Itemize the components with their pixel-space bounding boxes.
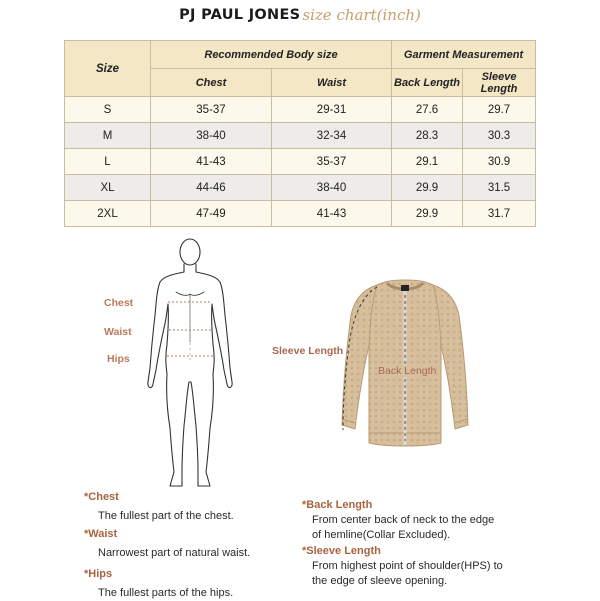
size-table (64, 40, 536, 227)
size-chart-subtitle: size chart(inch) (302, 6, 421, 24)
back-length-definition (302, 498, 494, 543)
waist-cell: 41-43 (272, 201, 392, 227)
back-length-cell: 27.6 (392, 97, 463, 123)
waist-definition (84, 527, 250, 561)
back-length-definition-term: *Back Length (302, 499, 373, 511)
sleeve-length-cell: 30.9 (463, 149, 536, 175)
waist-cell: 29-31 (272, 97, 392, 123)
table-row (65, 149, 536, 175)
size-cell: XL (65, 175, 151, 201)
sleeve-length-definition-term: *Sleeve Length (302, 545, 381, 557)
body-size-group-header: Recommended Body size (151, 41, 392, 69)
size-column-header: Size (65, 41, 151, 97)
chest-cell: 41-43 (151, 149, 272, 175)
garment-group-header: Garment Measurement (392, 41, 536, 69)
size-cell: L (65, 149, 151, 175)
sleeve-length-definition (302, 544, 503, 589)
size-cell: 2XL (65, 201, 151, 227)
size-cell: S (65, 97, 151, 123)
chest-figure-label: Chest (104, 297, 134, 309)
hips-figure-label: Hips (107, 353, 130, 365)
back-length-cell: 29.1 (392, 149, 463, 175)
hips-definition (84, 567, 233, 601)
waist-cell: 38-40 (272, 175, 392, 201)
sleeve-length-cell: 30.3 (463, 123, 536, 149)
sleeve-length-definition-line1: From highest point of shoulder(HPS) to (312, 560, 503, 572)
chest-cell: 47-49 (151, 201, 272, 227)
chest-cell: 35-37 (151, 97, 272, 123)
table-row (65, 123, 536, 149)
table-row (65, 175, 536, 201)
waist-column-header: Waist (272, 69, 392, 97)
chart-title (0, 6, 600, 30)
chest-cell: 38-40 (151, 123, 272, 149)
chest-column-header: Chest (151, 69, 272, 97)
brand-name: PJ PAUL JONES (179, 7, 301, 23)
back-length-figure-label: Back Length (378, 365, 437, 377)
chest-definition (84, 490, 234, 524)
table-row (65, 201, 536, 227)
waist-figure-label: Waist (104, 326, 132, 338)
sleeve-length-cell: 31.7 (463, 201, 536, 227)
waist-definition-term: *Waist (84, 528, 118, 540)
waist-definition-text: Narrowest part of natural waist. (98, 547, 251, 559)
sleeve-length-cell: 31.5 (463, 175, 536, 201)
sleeve-length-column-header: Sleeve Length (463, 69, 536, 97)
waist-cell: 35-37 (272, 149, 392, 175)
back-length-cell: 29.9 (392, 201, 463, 227)
size-cell: M (65, 123, 151, 149)
back-length-column-header: Back Length (392, 69, 463, 97)
chest-definition-text: The fullest part of the chest. (98, 510, 234, 522)
back-length-cell: 28.3 (392, 123, 463, 149)
hips-definition-term: *Hips (84, 568, 113, 580)
waist-cell: 32-34 (272, 123, 392, 149)
sleeve-length-cell: 29.7 (463, 97, 536, 123)
table-row (65, 97, 536, 123)
chest-definition-term: *Chest (84, 491, 119, 503)
hips-definition-text: The fullest parts of the hips. (98, 587, 234, 599)
back-length-cell: 29.9 (392, 175, 463, 201)
back-length-definition-line1: From center back of neck to the edge (312, 514, 495, 526)
sleeve-length-definition-line2: the edge of sleeve opening. (312, 575, 448, 587)
sleeve-length-figure-label: Sleeve Length (272, 345, 344, 357)
chest-cell: 44-46 (151, 175, 272, 201)
back-length-definition-line2: of hemline(Collar Excluded). (312, 529, 451, 541)
body-outline-figure (140, 232, 240, 490)
